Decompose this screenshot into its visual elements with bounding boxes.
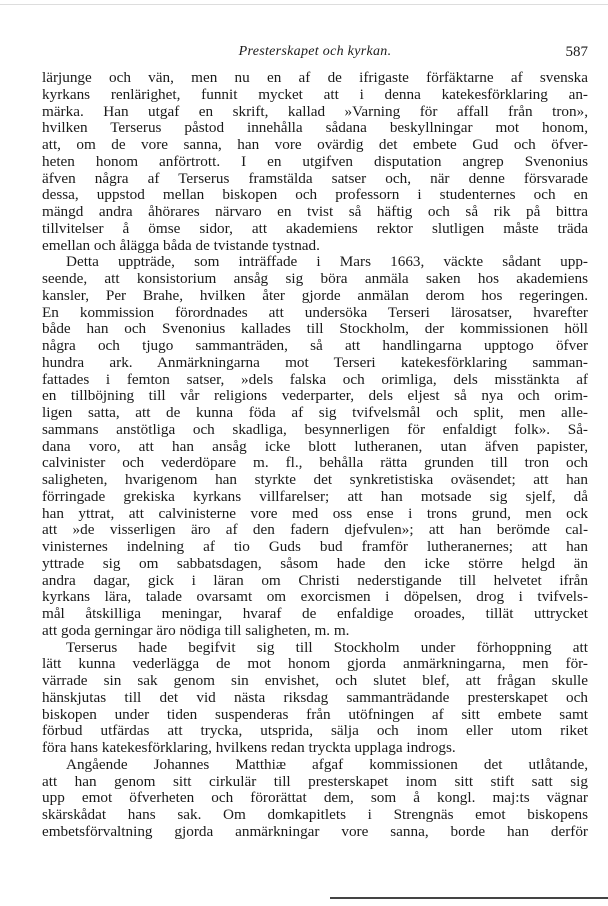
text-line: embetsförvaltning gjorda anmärkningar vore sanna, borde han derför	[42, 823, 588, 840]
text-line: mängd andra åhörares närvaro en tvist så häftig och så rik på bittra	[42, 204, 588, 220]
text-line: att goda gerningar äro nödiga till saligheten, m. m.	[42, 622, 350, 639]
text-line: lätt kunna vederlägga de mot honom gjorda anmärkningarna, men för-	[42, 656, 588, 673]
text-line: kyrkans lära, talade ovarsamt om exorcismen i döpelsen, drog i tvifvels-	[42, 589, 588, 606]
text-line: biskopen under tiden suspenderas från utöfningen af sitt embete samt	[42, 706, 588, 723]
text-line: sammans anstötliga och skadliga, besynnerligen för enfaldigt folk». Så-	[42, 421, 588, 438]
text-line: föra hans katekesförklaring, hvilkens redan tryckta upplaga indrogs.	[42, 740, 456, 756]
text-line: ligen satta, att de kunna föda af sig tvifvelsmål och split, men alle-	[42, 405, 588, 421]
text-line: calvinister och vederdöpare m. fl., behålla rätta grunden till tron och	[42, 455, 588, 472]
scan-bottom-edge	[330, 897, 608, 899]
text-line: äfven några af Terserus framstälda satser och, när denne försvarade	[42, 170, 588, 187]
page-body	[42, 70, 588, 841]
text-line: vinisternes indelning af tio Guds bud framför lutheranernes; att han	[42, 539, 588, 555]
text-line: några och tjugo sammanträden, så att handlingarna upptogo öfver	[42, 338, 588, 354]
paragraph	[42, 70, 588, 254]
text-line: seende, att konsistorium ansåg sig böra anmäla saken hos akademiens	[42, 271, 588, 287]
text-line: både han och Svenonius kallades till Stockholm, der kommissionen höll	[42, 321, 588, 338]
text-line: hvilken Terserus påstod innehålla sådana beskyllningar mot honom,	[42, 120, 588, 137]
text-line: hundra ark. Anmärkningarna mot Terseri katekesförklaring samman-	[42, 354, 588, 371]
text-line: yttrade sig om sabbatsdagen, såsom hade den icke större helgd än	[42, 555, 588, 572]
text-line: emellan och ålägga båda de tvistande tystnad.	[42, 237, 320, 254]
page-header	[42, 44, 588, 62]
text-line: fattades i femton satser, »dels falska och orimliga, dels misstänkta af	[42, 371, 588, 388]
paragraph	[42, 254, 588, 639]
running-title: Presterskapet och kyrkan.	[238, 44, 392, 59]
paragraph	[42, 757, 588, 841]
text-line: Detta uppträde, som inträffade i Mars 1663, väckte sådant upp-	[66, 254, 588, 271]
text-line: förringade grekiska kyrkans villfarelser; att han motsade sig sjelf, då	[42, 488, 588, 505]
text-line: heten honom anförtrott. I en utgifven disputation angrep Svenonius	[42, 153, 588, 170]
scan-top-edge	[0, 4, 608, 5]
text-line: saligheten, hvarigenom han styrkte det synkretistiska oväsendet; att han	[42, 472, 588, 488]
text-line: Terserus hade begifvit sig till Stockholm under förhoppning att	[66, 639, 588, 656]
text-line: Angående Johannes Matthiæ afgaf kommissionen det utlåtande,	[66, 756, 588, 773]
text-line: andra dagar, gick i läran om Christi nederstigande till helvetet ifrån	[42, 572, 588, 589]
page-number: 587	[565, 44, 588, 60]
text-line: En kommission förordnades att undersöka Terseri lärosatser, hvarefter	[42, 304, 588, 321]
text-line: kyrkans renlärighet, funnit mycket att i denna katekesförklaring an-	[42, 86, 588, 103]
text-line: att »de visserligen äro af den fadern djefvulen»; att han berömde cal-	[42, 522, 588, 539]
text-line: han yttrat, att calvinisterne vore med oss ense i trons grund, men ock	[42, 505, 588, 522]
text-line: förbud utfärdas att trycka, utsprida, sälja och inom eller utom riket	[42, 723, 588, 740]
text-line: att han genom sitt cirkulär till presterskapet inom sitt stift satt sig	[42, 773, 588, 790]
text-line: skärskådat hans sak. Om domkapitlets i Strengnäs emot biskopens	[42, 807, 588, 823]
text-line: tillvitelser å ömse sidor, att akademiens rektor slutligen måste träda	[42, 220, 588, 237]
text-line: kansler, Per Brahe, hvilken åter gjorde anmälan derom hos regeringen.	[42, 287, 588, 304]
text-line: hänskjutas till det vid nästa riksdag sammanträdande presterskapet och	[42, 689, 588, 706]
text-line: en tillböjning till vår religions vederparter, dels eljest så nya och orim-	[42, 388, 588, 405]
text-line: värrade sin sak genom sin envishet, och slutet blef, att frågan skulle	[42, 673, 588, 689]
text-line: dessa, uppstod mellan biskopen och professorn i studenternes och en	[42, 187, 588, 204]
text-line: mål åtskilliga meningar, hvaraf de enfaldige oroades, tillät uttrycket	[42, 606, 588, 622]
paragraph	[42, 640, 588, 757]
text-line: att, om de vore sanna, han vore ovärdig det embete Gud och öfver-	[42, 137, 588, 153]
text-line: lärjunge och vän, men nu en af de ifrigaste förfäktarne af svenska	[42, 70, 588, 86]
text-line: upp emot öfverheten och förorättat dem, som å kongl. maj:ts vägnar	[42, 790, 588, 807]
text-line: dana voro, att han ansåg icke blott lutheranen, utan äfven papister,	[42, 438, 588, 455]
text-line: märka. Han utgaf en skrift, kallad »Varning för affall från tron»,	[42, 103, 588, 120]
